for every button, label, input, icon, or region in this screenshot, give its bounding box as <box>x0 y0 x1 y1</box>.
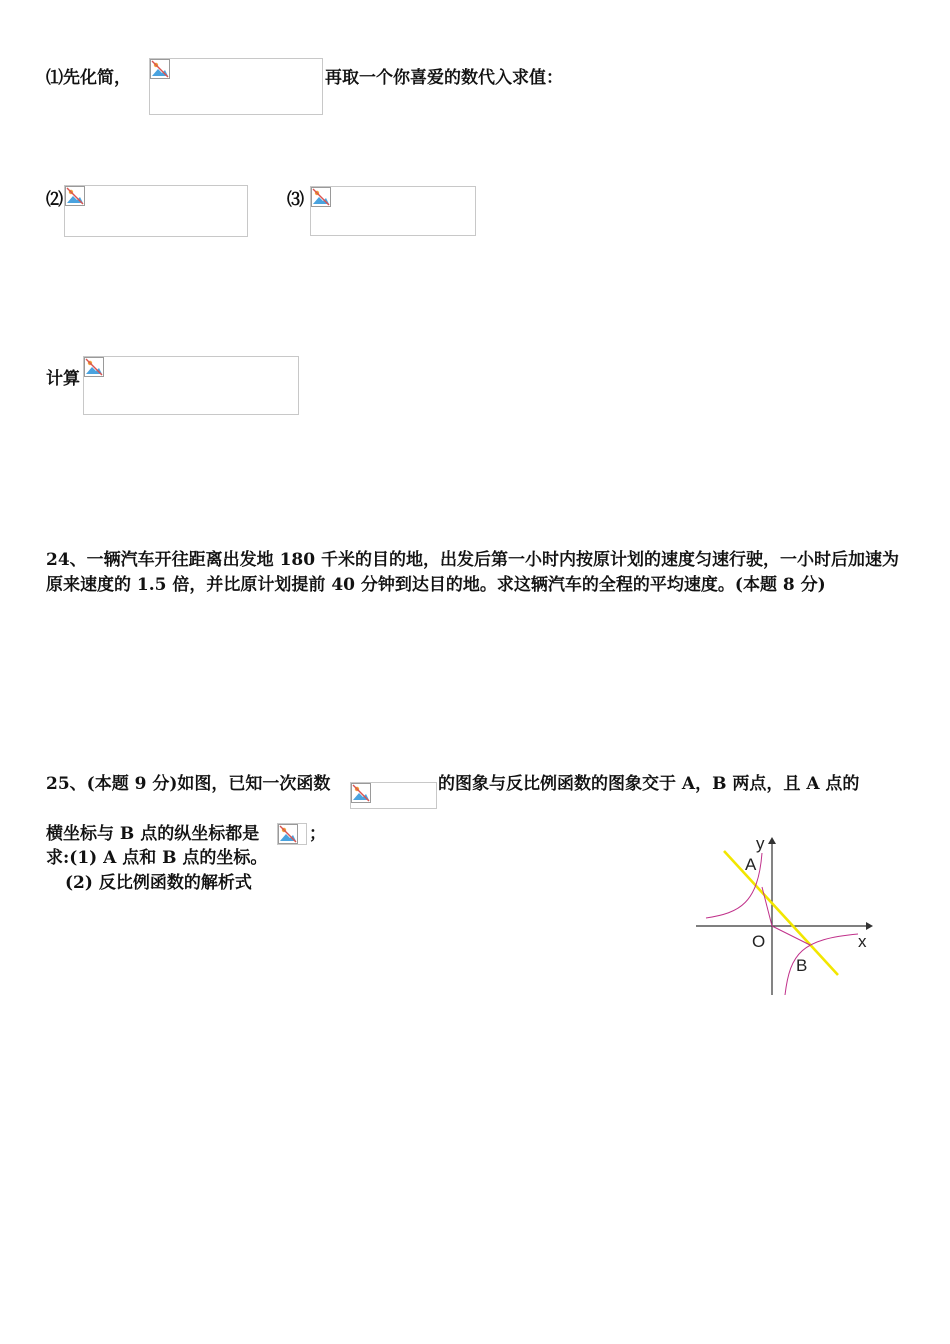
y-axis-arrow <box>768 837 776 844</box>
q25-line4: (2) 反比例函数的解析式 <box>65 873 252 893</box>
q25-line2-before: 横坐标与 B 点的纵坐标都是 <box>46 824 260 844</box>
q2-number: ⑵ <box>46 190 63 210</box>
q3-number: ⑶ <box>287 190 304 210</box>
segment-oa <box>762 887 772 926</box>
question-24: 24、一辆汽车开往距离出发地 180 千米的目的地，出发后第一小时内按原计划的速度匀速行驶，一小时后加速为原来速度的 1.5 倍，并比原计划提前 40 分钟到达目的地。求这辆汽车的全程的平均速度。(本题 8 分) <box>46 550 899 595</box>
broken-image-icon <box>351 783 371 803</box>
q1-text-before: 先化简， <box>63 68 131 88</box>
q3-formula-image <box>310 186 476 236</box>
q1-formula-image <box>149 58 323 115</box>
linear-function-line <box>724 851 838 975</box>
q25-line3: 求:(1) A 点和 B 点的坐标。 <box>46 848 268 868</box>
function-graph-figure <box>690 835 880 1000</box>
q25-linear-function-image <box>350 782 437 809</box>
origin-label: O <box>752 932 766 951</box>
broken-image-icon <box>278 824 298 844</box>
q25-line1-before: 25、(本题 9 分)如图，已知一次函数 <box>46 774 331 794</box>
q25-value-image <box>277 823 307 845</box>
q1-line <box>46 66 131 90</box>
point-b-label: B <box>796 956 808 975</box>
broken-image-icon <box>65 186 85 206</box>
segment-ob <box>772 926 810 945</box>
calc-label: 计算 <box>46 369 80 389</box>
q1-text-after: 再取一个你喜爱的数代入求值： <box>325 68 563 88</box>
x-axis-arrow <box>866 922 873 930</box>
x-axis-label: x <box>858 932 867 951</box>
broken-image-icon <box>311 187 331 207</box>
broken-image-icon <box>150 59 170 79</box>
y-axis-label: y <box>756 835 765 853</box>
q25-line2-after: ； <box>309 824 326 844</box>
q25-line1-after: 的图象与反比例函数的图象交于 A，B 两点，且 A 点的 <box>438 774 860 794</box>
broken-image-icon <box>84 357 104 377</box>
q1-number: ⑴ <box>46 68 63 88</box>
q2-formula-image <box>64 185 248 237</box>
calc-formula-image <box>83 356 299 415</box>
point-a-label: A <box>745 855 757 874</box>
